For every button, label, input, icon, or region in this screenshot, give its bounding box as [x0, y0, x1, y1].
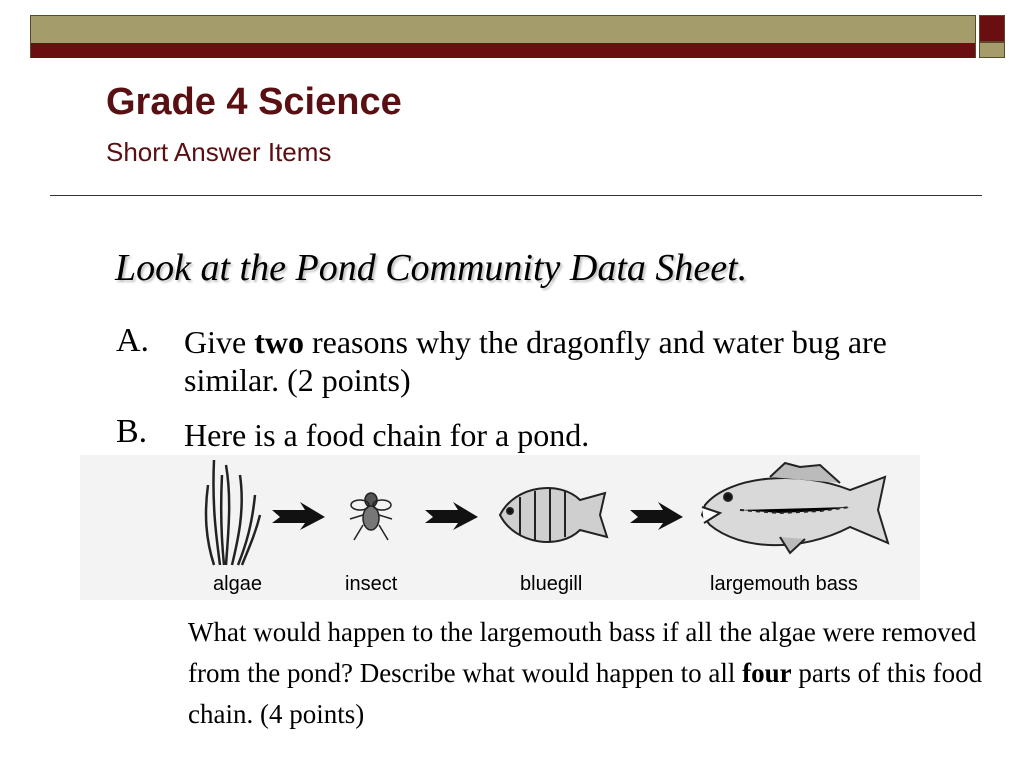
bluegill-icon: [500, 488, 607, 542]
question-a-text: [184, 323, 954, 399]
question-b-letter: B.: [116, 413, 148, 450]
insect-icon: [350, 493, 392, 540]
question-a-text-post: reasons why the dragonfly and water bug are similar. (2 points): [184, 324, 887, 398]
title-divider: [50, 195, 982, 196]
followup-question: [188, 612, 988, 735]
algae-icon: [206, 460, 260, 565]
followup-text-pre: What would happen to the largemouth bass if all the algae were removed from the pond? Describe what would happen to all: [188, 617, 977, 688]
question-b-text: Here is a food chain for a pond.: [184, 417, 590, 453]
corner-square-maroon: [979, 15, 1005, 42]
slide-subtitle: Short Answer Items: [106, 137, 332, 167]
arrow-icon: [425, 502, 478, 530]
arrow-icon: [630, 502, 683, 530]
top-decorative-bar: [30, 15, 976, 58]
food-chain-label-bluegill: bluegill: [520, 573, 583, 595]
question-a-text-pre: Give: [184, 324, 255, 360]
top-bar-maroon-stripe: [31, 43, 975, 58]
food-chain-label-algae: algae: [213, 573, 262, 595]
question-a-emphasis: two: [254, 324, 304, 360]
bass-icon: [702, 463, 888, 553]
slide-title: Grade 4 Science: [106, 81, 402, 123]
followup-text-post: parts of this food chain. (4 points): [188, 658, 983, 729]
food-chain-label-insect: insect: [345, 573, 398, 595]
food-chain-label-largemouth-bass: largemouth bass: [710, 573, 858, 595]
instruction-heading: Look at the Pond Community Data Sheet.: [115, 247, 748, 289]
top-bar-olive-stripe: [31, 16, 975, 43]
arrow-icon: [272, 502, 325, 530]
question-a-letter: A.: [116, 322, 150, 359]
corner-square-olive: [979, 42, 1005, 58]
followup-emphasis: four: [742, 658, 792, 688]
